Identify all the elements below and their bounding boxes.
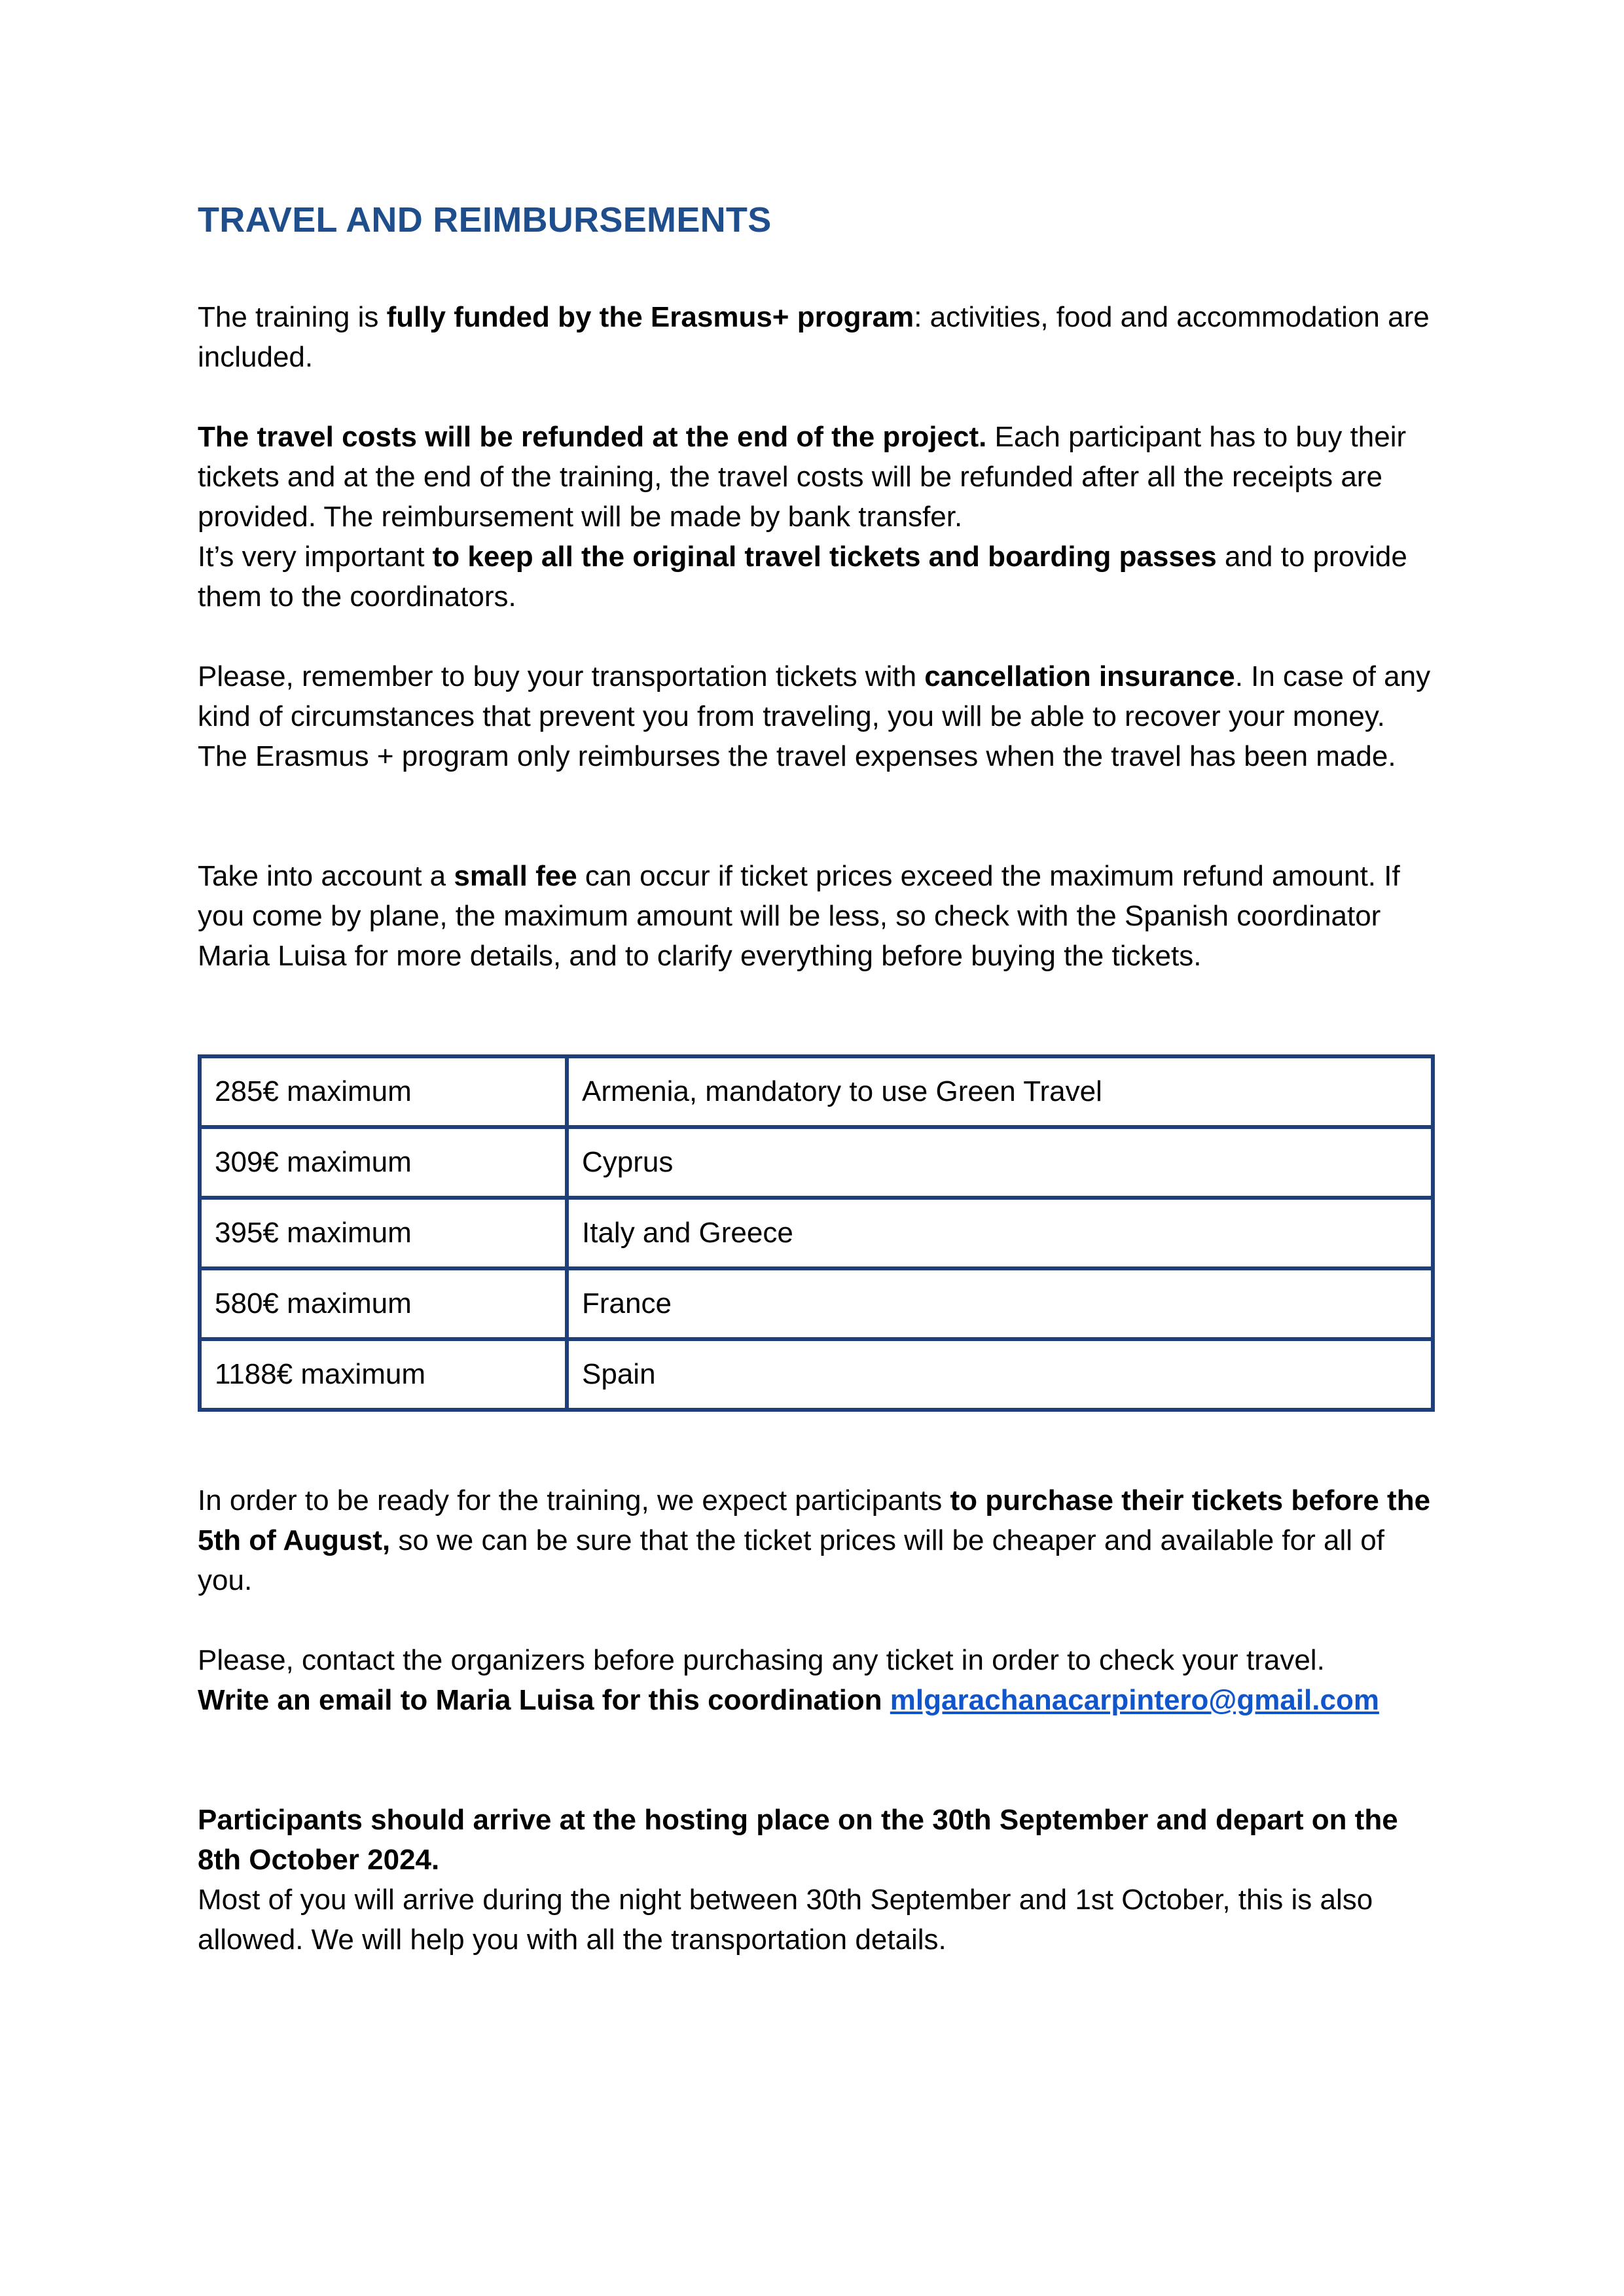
- refund-destination-cell: Spain: [567, 1339, 1433, 1410]
- refund-destination-cell: Armenia, mandatory to use Green Travel: [567, 1056, 1433, 1127]
- table-row: [200, 1339, 1433, 1410]
- page-title: TRAVEL AND REIMBURSEMENTS: [198, 200, 772, 240]
- table-row: [200, 1198, 1433, 1268]
- refund-amount-cell: 580€ maximum: [200, 1268, 567, 1339]
- refund-amount-cell: 395€ maximum: [200, 1198, 567, 1268]
- refund-amount-cell: 309€ maximum: [200, 1127, 567, 1198]
- refund-table: [198, 1054, 1435, 1412]
- table-row: [200, 1127, 1433, 1198]
- paragraph-travel-refund: The travel costs will be refunded at the end of the project. Each participant has to buy their tickets and at the end of the training, the travel costs will be refunded after all the receipts are provided. The reimbursement will be made by bank transfer.: [198, 421, 1407, 533]
- refund-destination-cell: Italy and Greece: [567, 1198, 1433, 1268]
- paragraph-arrival-dates: Participants should arrive at the hosting place on the 30th September and depart on the 8th October 2024. Most of you will arrive during the night between 30th September and 1st October, this is also allowed. We will help you with all the transportation details.: [198, 1804, 1398, 1956]
- paragraph-small-fee: Take into account a small fee can occur if ticket prices exceed the maximum refund amount. If you come by plane, the maximum amount will be less, so check with the Spanish coordinator Maria Luisa for more details, and to clarify everything before buying the tickets.: [198, 860, 1400, 972]
- refund-destination-cell: Cyprus: [567, 1127, 1433, 1198]
- refund-amount-cell: 1188€ maximum: [200, 1339, 567, 1410]
- email-link[interactable]: mlgarachanacarpintero@gmail.com: [890, 1684, 1379, 1716]
- table-row: [200, 1056, 1433, 1127]
- paragraph-purchase-deadline: In order to be ready for the training, we expect participants to purchase their tickets before the 5th of August, so we can be sure that the ticket prices will be cheaper and available for all of you.: [198, 1484, 1431, 1596]
- paragraph-funding: The training is fully funded by the Erasmus+ program: activities, food and accommodation are included.: [198, 301, 1430, 373]
- document-page: [198, 196, 1435, 1960]
- paragraph-cancellation-insurance: Please, remember to buy your transportation tickets with cancellation insurance. In case of any kind of circumstances that prevent you from traveling, you will be able to recover your money. The Erasmus + program only reimburses the travel expenses when the travel has been made.: [198, 660, 1431, 772]
- table-row: [200, 1268, 1433, 1339]
- refund-destination-cell: France: [567, 1268, 1433, 1339]
- refund-amount-cell: 285€ maximum: [200, 1056, 567, 1127]
- paragraph-keep-tickets: It’s very important to keep all the original travel tickets and boarding passes and to provide them to the coordinators.: [198, 541, 1407, 613]
- paragraph-contact-organizers: Please, contact the organizers before purchasing any ticket in order to check your travel. Write an email to Maria Luisa for this coordination mlgarachanacarpintero@gmail.com: [198, 1644, 1379, 1716]
